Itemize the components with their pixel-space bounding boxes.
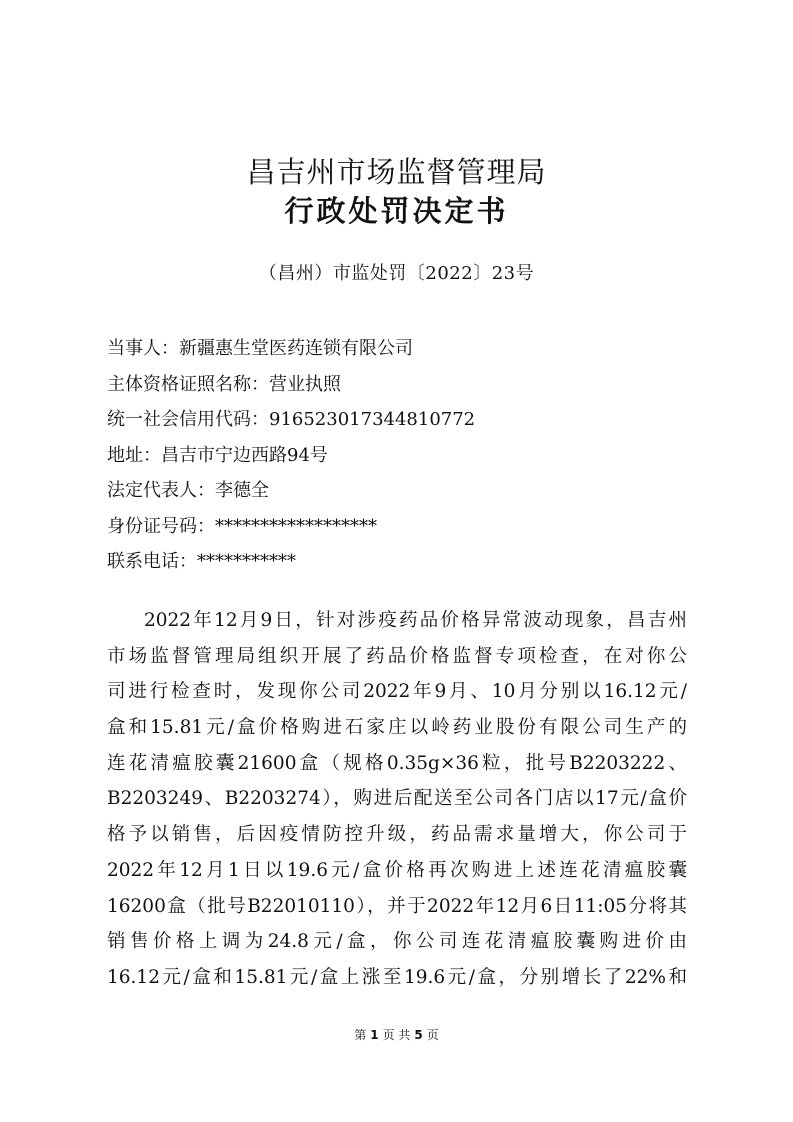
- party-name-label: 当事人：: [107, 338, 179, 359]
- body-line: 2022年12月9日，针对涉疫药品价格异常波动现象，昌吉州: [144, 610, 687, 631]
- total-page-number: 5: [414, 1028, 423, 1042]
- address-label: 地址：: [107, 444, 161, 466]
- body-line: 16.12元/盒和15.81元/盒上涨至19.6元/盒，分别增长了22%和: [107, 966, 687, 988]
- license-name-label: 主体资格证照名称：: [107, 373, 269, 395]
- document-number: （昌州）市监处罚〔2022〕23号: [258, 263, 535, 284]
- body-paragraph: [107, 603, 687, 996]
- body-line: 16200盒（批号B22010110），并于2022年12月6日11:05分将其: [107, 895, 687, 917]
- body-line: 2022年12月1日以19.6元/盒价格再次购进上述连花清瘟胶囊: [107, 859, 687, 881]
- current-page-number: 1: [370, 1028, 379, 1042]
- party-info-block: [107, 331, 707, 580]
- id-number-label: 身份证号码：: [107, 515, 215, 537]
- agency-title: 昌吉州市场监督管理局: [246, 155, 547, 189]
- id-number-line: [107, 509, 707, 545]
- phone-value: ***********: [197, 551, 296, 572]
- footer-suffix: 页: [426, 1028, 439, 1042]
- footer-middle: 页 共: [382, 1028, 411, 1042]
- body-line: 连花清瘟胶囊21600盒（规格0.35g×36粒，批号B2203222、: [107, 752, 687, 774]
- body-line: 格予以销售，后因疫情防控升级，药品需求量增大，你公司于: [107, 824, 687, 846]
- body-line: B2203249、B2203274），购进后配送至公司各门店以17元/盒价: [107, 788, 687, 810]
- credit-code-value: 916523017344810772: [269, 409, 476, 430]
- legal-rep-label: 法定代表人：: [107, 480, 215, 501]
- document-type-title: 行政处罚决定书: [284, 194, 509, 228]
- party-name-line: [107, 331, 707, 367]
- body-line: 司进行检查时，发现你公司2022年9月、10月分别以16.12元/: [107, 681, 687, 703]
- phone-label: 联系电话：: [107, 551, 197, 572]
- id-number-value: ******************: [215, 515, 377, 537]
- footer-prefix: 第: [354, 1028, 367, 1042]
- legal-rep-value: 李德全: [215, 480, 269, 501]
- license-name-value: 营业执照: [269, 373, 341, 395]
- credit-code-label: 统一社会信用代码：: [107, 409, 269, 430]
- address-line: [107, 438, 707, 474]
- page-footer: [0, 1026, 793, 1044]
- legal-rep-line: [107, 473, 707, 509]
- body-line: 市场监督管理局组织开展了药品价格监督专项检查，在对你公: [107, 645, 687, 667]
- body-line: 盒和15.81元/盒价格购进石家庄以岭药业股份有限公司生产的: [107, 717, 687, 739]
- credit-code-line: [107, 402, 707, 438]
- party-name-value: 新疆惠生堂医药连锁有限公司: [179, 338, 413, 359]
- body-line: 销售价格上调为24.8元/盒，你公司连花清瘟胶囊购进价由: [107, 931, 687, 953]
- address-value: 昌吉市宁边西路94号: [161, 444, 328, 466]
- license-name-line: [107, 367, 707, 403]
- phone-line: [107, 544, 707, 580]
